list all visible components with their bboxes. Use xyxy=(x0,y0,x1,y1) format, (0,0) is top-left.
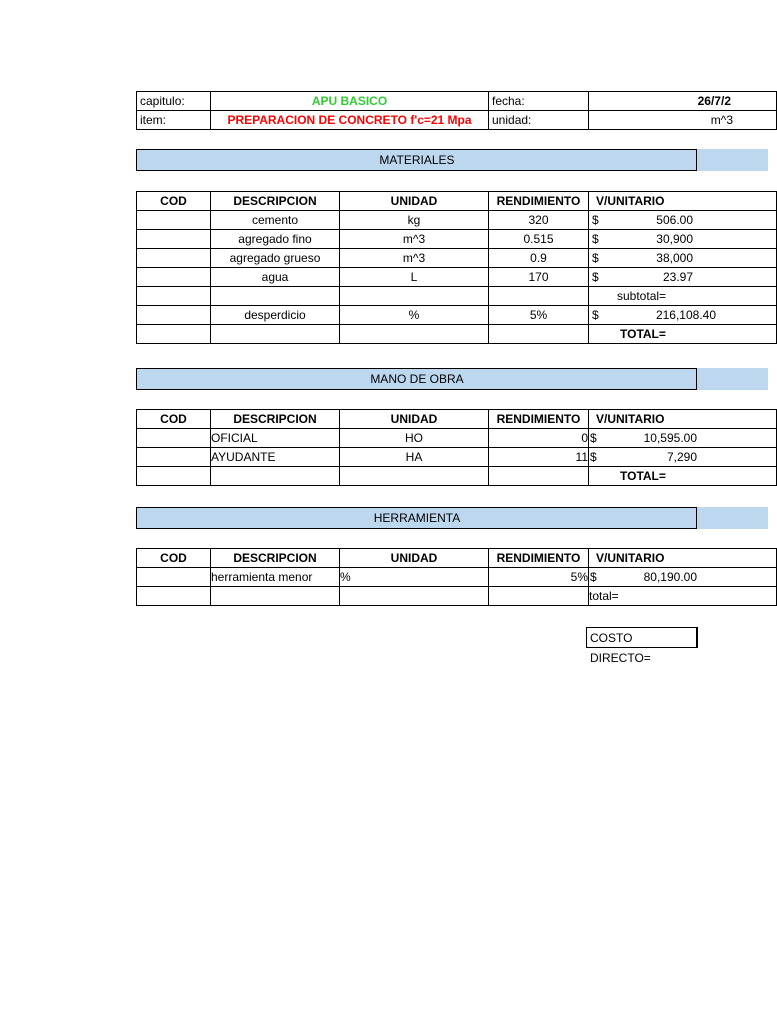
col-vunitario[interactable]: V/UNITARIO xyxy=(589,410,777,429)
capitulo-label[interactable]: capitulo: xyxy=(137,92,211,111)
col-unidad[interactable]: UNIDAD xyxy=(340,192,489,211)
total-label[interactable]: TOTAL= xyxy=(589,325,777,344)
vunitario-cell[interactable] xyxy=(589,249,777,268)
vunitario-cell[interactable] xyxy=(589,268,777,287)
mano-de-obra-bar-overflow xyxy=(697,368,768,390)
item-value[interactable]: PREPARACION DE CONCRETO f'c=21 Mpa xyxy=(211,111,489,130)
vunitario-cell[interactable] xyxy=(589,568,777,587)
descripcion-cell[interactable]: agregado grueso xyxy=(211,249,340,268)
header-row-item xyxy=(137,111,777,130)
rendimiento-cell[interactable]: 0.515 xyxy=(489,230,589,249)
vunitario-value: 7,290 xyxy=(666,450,697,464)
total-label[interactable]: total= xyxy=(589,587,777,606)
vunitario-value: 216,108.40 xyxy=(655,308,716,322)
header-row-capitulo xyxy=(137,92,777,111)
descripcion-cell[interactable]: OFICIAL xyxy=(211,429,340,448)
vunitario-cell[interactable] xyxy=(589,230,777,249)
mano-de-obra-title[interactable]: MANO DE OBRA xyxy=(370,372,464,386)
descripcion-cell[interactable] xyxy=(211,587,340,606)
descripcion-cell[interactable] xyxy=(211,325,340,344)
rendimiento-cell[interactable] xyxy=(489,467,589,486)
rendimiento-cell[interactable] xyxy=(489,587,589,606)
unidad-cell[interactable]: % xyxy=(340,306,489,325)
cod-cell[interactable] xyxy=(137,230,211,249)
table-row xyxy=(137,249,777,268)
currency-symbol: $ xyxy=(590,570,597,584)
descripcion-cell[interactable]: agua xyxy=(211,268,340,287)
rendimiento-cell[interactable] xyxy=(489,325,589,344)
unidad-cell[interactable] xyxy=(340,287,489,306)
herramienta-bar-overflow xyxy=(697,507,768,529)
rendimiento-cell[interactable]: 5% xyxy=(489,306,589,325)
cod-cell[interactable] xyxy=(137,587,211,606)
currency-symbol: $ xyxy=(592,232,599,246)
cod-cell[interactable] xyxy=(137,448,211,467)
table-row xyxy=(137,211,777,230)
rendimiento-cell[interactable]: 0 xyxy=(489,429,589,448)
table-row xyxy=(137,448,777,467)
rendimiento-cell[interactable]: 11 xyxy=(489,448,589,467)
herramienta-title[interactable]: HERRAMIENTA xyxy=(373,511,461,525)
unidad-cell[interactable]: HA xyxy=(340,448,489,467)
vunitario-value: 10,595.00 xyxy=(643,431,697,445)
cod-cell[interactable] xyxy=(137,429,211,448)
currency-symbol: $ xyxy=(590,450,597,464)
table-row xyxy=(137,230,777,249)
descripcion-cell[interactable]: agregado fino xyxy=(211,230,340,249)
descripcion-cell[interactable]: AYUDANTE xyxy=(211,448,340,467)
vunitario-cell[interactable] xyxy=(589,211,777,230)
descripcion-cell[interactable]: desperdicio xyxy=(211,306,340,325)
unidad-cell[interactable] xyxy=(340,467,489,486)
col-vunitario[interactable]: V/UNITARIO xyxy=(589,549,777,568)
cod-cell[interactable] xyxy=(137,568,211,587)
col-unidad[interactable]: UNIDAD xyxy=(340,410,489,429)
vunitario-value: 30,900 xyxy=(656,232,693,246)
total-row xyxy=(137,587,777,606)
col-cod[interactable]: COD xyxy=(137,410,211,429)
cod-cell[interactable] xyxy=(137,325,211,344)
col-descripcion[interactable]: DESCRIPCION xyxy=(211,192,340,211)
col-descripcion[interactable]: DESCRIPCION xyxy=(211,410,340,429)
col-cod[interactable]: COD xyxy=(137,192,211,211)
materiales-title[interactable]: MATERIALES xyxy=(379,153,455,167)
unidad-cell[interactable] xyxy=(340,587,489,606)
vunitario-value: 38,000 xyxy=(656,251,693,265)
currency-symbol: $ xyxy=(592,251,599,265)
mano-de-obra-section-bar xyxy=(136,368,768,390)
unidad-label[interactable]: unidad: xyxy=(489,111,589,130)
cod-cell[interactable] xyxy=(137,211,211,230)
cod-cell[interactable] xyxy=(137,268,211,287)
subtotal-label[interactable]: subtotal= xyxy=(589,287,777,306)
vunitario-value: 80,190.00 xyxy=(643,570,697,584)
col-rendimiento[interactable]: RENDIMIENTO xyxy=(489,549,589,568)
unidad-cell[interactable]: m^3 xyxy=(340,249,489,268)
vunitario-value: 23.97 xyxy=(662,270,693,284)
col-descripcion[interactable]: DESCRIPCION xyxy=(211,549,340,568)
item-label[interactable]: item: xyxy=(137,111,211,130)
cod-cell[interactable] xyxy=(137,249,211,268)
subtotal-row xyxy=(137,287,777,306)
cod-cell[interactable] xyxy=(137,467,211,486)
col-cod[interactable]: COD xyxy=(137,549,211,568)
rendimiento-cell[interactable] xyxy=(489,287,589,306)
vunitario-cell[interactable] xyxy=(589,429,777,448)
currency-symbol: $ xyxy=(590,431,597,445)
table-row xyxy=(137,429,777,448)
descripcion-cell[interactable] xyxy=(211,287,340,306)
descripcion-cell[interactable] xyxy=(211,467,340,486)
costo-directo-label[interactable]: COSTO DIRECTO= xyxy=(586,627,697,648)
capitulo-value[interactable]: APU BASICO xyxy=(211,92,489,111)
unidad-cell[interactable]: L xyxy=(340,268,489,287)
table-row xyxy=(137,268,777,287)
cod-cell[interactable] xyxy=(137,306,211,325)
rendimiento-cell[interactable]: 0.9 xyxy=(489,249,589,268)
total-row xyxy=(137,325,777,344)
descripcion-cell[interactable]: cemento xyxy=(211,211,340,230)
col-rendimiento[interactable]: RENDIMIENTO xyxy=(489,192,589,211)
descripcion-cell[interactable]: herramienta menor xyxy=(211,568,340,587)
cod-cell[interactable] xyxy=(137,287,211,306)
herramienta-section-bar xyxy=(136,507,768,529)
unidad-cell[interactable]: % xyxy=(340,568,489,587)
unidad-value[interactable]: m^3 xyxy=(589,111,777,130)
materiales-header-row xyxy=(137,192,777,211)
materiales-section-bar xyxy=(136,149,768,171)
unidad-cell[interactable]: kg xyxy=(340,211,489,230)
fecha-value[interactable]: 26/7/2 xyxy=(589,92,777,111)
fecha-label[interactable]: fecha: xyxy=(489,92,589,111)
vunitario-cell[interactable] xyxy=(589,306,777,325)
currency-symbol: $ xyxy=(592,308,599,322)
col-rendimiento[interactable]: RENDIMIENTO xyxy=(489,410,589,429)
currency-symbol: $ xyxy=(592,270,599,284)
col-vunitario[interactable]: V/UNITARIO xyxy=(589,192,777,211)
mano-de-obra-header-row xyxy=(137,410,777,429)
unidad-cell[interactable] xyxy=(340,325,489,344)
table-row xyxy=(137,568,777,587)
herramienta-header-row xyxy=(137,549,777,568)
unidad-cell[interactable]: m^3 xyxy=(340,230,489,249)
rendimiento-cell[interactable]: 5% xyxy=(489,568,589,587)
unidad-cell[interactable]: HO xyxy=(340,429,489,448)
rendimiento-cell[interactable]: 320 xyxy=(489,211,589,230)
mano-de-obra-table xyxy=(136,409,777,486)
total-row xyxy=(137,467,777,486)
herramienta-table xyxy=(136,548,777,606)
currency-symbol: $ xyxy=(592,213,599,227)
total-label[interactable]: TOTAL= xyxy=(589,467,777,486)
materiales-table xyxy=(136,191,777,344)
costo-directo-edge xyxy=(696,627,698,648)
rendimiento-cell[interactable]: 170 xyxy=(489,268,589,287)
vunitario-value: 506.00 xyxy=(656,213,693,227)
col-unidad[interactable]: UNIDAD xyxy=(340,549,489,568)
vunitario-cell[interactable] xyxy=(589,448,777,467)
desperdicio-row xyxy=(137,306,777,325)
header-table xyxy=(136,91,777,130)
materiales-bar-overflow xyxy=(697,149,768,171)
